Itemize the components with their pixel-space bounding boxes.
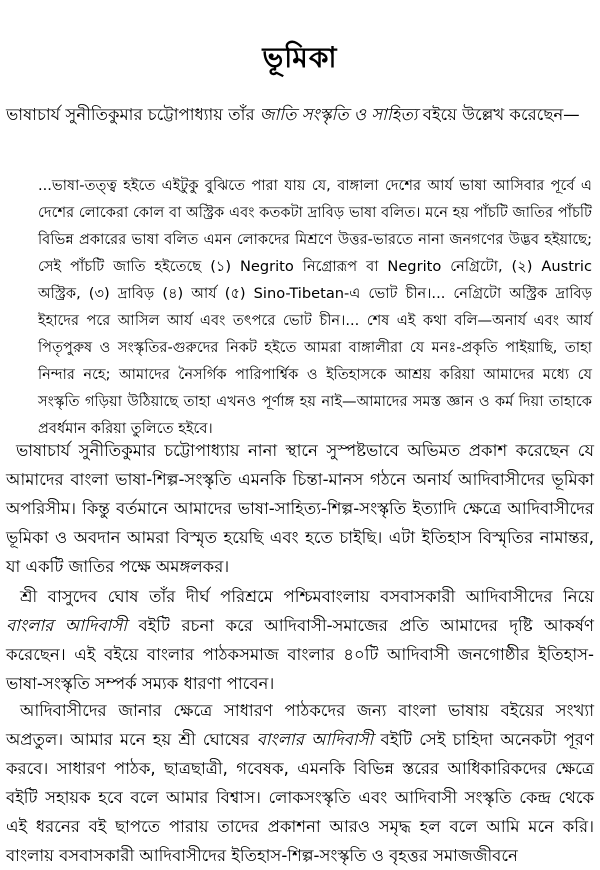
page-title: ভূমিকা bbox=[262, 41, 338, 74]
paragraph-3-text-start: শ্রী বাসুদেব ঘোষ তাঁর দীর্ঘ পরিশ্রমে পশ্চিমবাংলায় বসবাসকারী আদিবাসীদের নিয়ে bbox=[20, 587, 594, 606]
paragraph-3 bbox=[6, 582, 594, 698]
paragraph-4-text-end: বইটি সেই চাহিদা অনেকটা পূরণ করবে। সাধারণ পাঠক, ছাত্রছাত্রী, গবেষক, এমনকি বিভিন্ন স্তরের আধিকারিকদের ক্ষেত্রে বইটি সহায়ক হবে বলে আমার বিশ্বাস। লোকসংস্কৃতি এবং আদিবাসী সংস্কৃতি কেন্দ্র থেকে এই ধরনের বই ছাপতে পারায় তাদের প্রকাশনা আরও সমৃদ্ধ হল বলে আমি মনে করি। বাংলায় বসবাসকারী আদিবাসীদের ইতিহাস-শিল্প-সংস্কৃতি ও বৃহত্তর সমাজজীবনে bbox=[6, 730, 594, 865]
intro-text-end: বইয়ে উল্লেখ করেছেন— bbox=[417, 105, 580, 124]
intro-paragraph bbox=[6, 100, 594, 129]
block-quote bbox=[38, 172, 592, 442]
paragraph-3-book-title: বাংলার আদিবাসী bbox=[6, 616, 127, 635]
paragraph-3-text-end: বইটি রচনা করে আদিবাসী-সমাজের প্রতি আমাদের দৃষ্টি আকর্ষণ করেছেন। এই বইয়ে বাংলার পাঠকসমাজ বাংলার ৪০টি আদিবাসী জনগোষ্ঠীর ইতিহাস-ভাষা-সংস্কৃতি সম্পর্ক সম্যক ধারণা পাবেন। bbox=[6, 616, 595, 693]
paragraph-2 bbox=[6, 436, 594, 581]
paragraph-4-text-start: আদিবাসীদের জানার ক্ষেত্রে সাধারণ পাঠকদের জন্য বাংলা ভাষায় বইয়ের সংখ্যা অপ্রতুল। আমার মনে হয় শ্রী ঘোষের bbox=[6, 701, 594, 749]
intro-text-start: ভাষাচার্য সুনীতিকুমার চট্টোপাধ্যায় তাঁর bbox=[6, 105, 260, 124]
intro-book-title: জাতি সংস্কৃতি ও সাহিত্য bbox=[259, 105, 418, 124]
paragraph-4 bbox=[6, 696, 594, 870]
paragraph-2-text: ভাষাচার্য সুনীতিকুমার চট্টোপাধ্যায় নানা স্থানে সুস্পষ্টভাবে অভিমত প্রকাশ করেছেন যে আমাদের বাংলা ভাষা-শিল্প-সংস্কৃতি এমনকি চিন্তা-মানস গঠনে অনার্য আদিবাসীদের ভূমিকা অপরিসীম। কিন্তু বর্তমানে আমাদের ভাষা-সাহিত্য-শিল্প-সংস্কৃতি ইত্যাদি ক্ষেত্রে আদিবাসীদের ভূমিকা ও অবদান আমরা বিস্মৃত হয়েছি এবং হতে চাইছি। এটা ইতিহাস বিস্মৃতির নামান্তর, যা একটি জাতির পক্ষে অমঙ্গলকর। bbox=[6, 441, 594, 576]
quote-text: ...ভাষা-তত্ত্ব হইতে এইটুকু বুঝিতে পারা যায় যে, বাঙ্গালা দেশের আর্য ভাষা আসিবার পূর্বে এ দেশের লোকেরা কোল বা অস্ট্রিক এবং কতকটা দ্রাবিড় ভাষা বলিত। মনে হয় পাঁচটি জাতির পাঁচটি বিভিন্ন প্রকারের ভাষা বলিত এমন লোকদের মিশ্রণে উত্তর-ভারতে নানা জনগণের উদ্ভব হইয়াছে; সেই পাঁচটি জাতি হইতেছে (১) Negrito নিগ্রোরূপ বা Negrito নেগ্রিটো, (২) Austric অস্ট্রিক, (৩) দ্রাবিড় (৪) আর্য (৫) Sino-Tibetan-এ ভোট চীন।... নেগ্রিটো অস্ট্রিক দ্রাবিড় ইহাদের পরে আসিল আর্য এবং তৎপরে ভোট চীন।... শেষ এই কথা বলি—অনার্য এবং আর্য পিতৃপুরুষ ও সংস্কৃতির-গুরুদের নিকট হইতে আমরা বাঙ্গালীরা যে মনঃ-প্রকৃতি পাইয়াছি, তাহা নিন্দার নহে; আমাদের নৈসর্গিক পারিপার্শ্বিক ও ইতিহাসকে আশ্রয় করিয়া আমাদের মধ্যে যে সংস্কৃতি গড়িয়া উঠিয়াছে তাহা এখনও পূর্ণাঙ্গ হয় নাই—আমাদের সমস্ত জ্ঞান ও কর্ম দিয়া তাহাকে প্রবর্ধমান করিয়া তুলিতে হইবে। bbox=[38, 177, 592, 437]
paragraph-4-book-title: বাংলার আদিবাসী bbox=[256, 730, 374, 749]
